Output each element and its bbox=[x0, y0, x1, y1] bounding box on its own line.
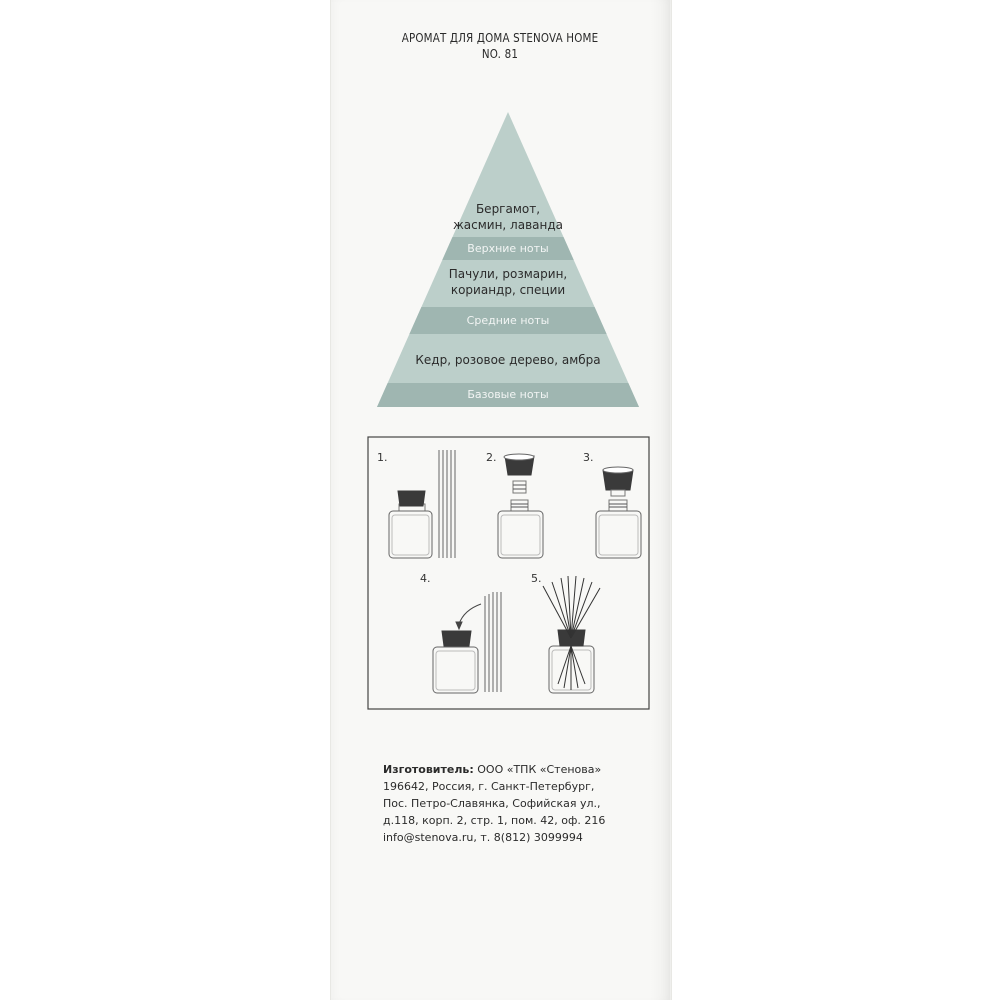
bottle-remove-stopper-icon bbox=[498, 454, 543, 558]
middle-notes-ingredients-line2: кориандр, специи bbox=[450, 283, 566, 297]
step-number-4: 4. bbox=[420, 572, 431, 585]
middle-notes-label: Средние ноты bbox=[466, 314, 550, 327]
bottle-stopper-removed-icon bbox=[596, 467, 641, 558]
manufacturer-info bbox=[383, 761, 643, 846]
manufacturer-address-line-2: Пос. Петро-Славянка, Софийская ул., bbox=[383, 797, 601, 810]
bottle-with-cap-and-reeds-icon bbox=[389, 450, 455, 558]
manufacturer-address-line-1: 196642, Россия, г. Санкт-Петербург, bbox=[383, 780, 595, 793]
product-number: NO. 81 bbox=[481, 47, 519, 61]
top-notes-ingredients-line2: жасмин, лаванда bbox=[452, 218, 564, 232]
manufacturer-label: Изготовитель: bbox=[383, 763, 474, 776]
base-notes-label: Базовые ноты bbox=[467, 388, 549, 401]
step-number-2: 2. bbox=[486, 451, 497, 464]
manufacturer-line-1 bbox=[383, 761, 643, 778]
middle-notes-ingredients-line1: Пачули, розмарин, bbox=[448, 267, 568, 281]
base-notes-ingredients: Кедр, розовое дерево, амбра bbox=[415, 353, 601, 367]
step-number-3: 3. bbox=[583, 451, 594, 464]
manufacturer-company: ООО «ТПК «Стенова» bbox=[473, 763, 602, 776]
top-notes-label: Верхние ноты bbox=[467, 242, 549, 255]
bottle-with-reeds-inserted-icon bbox=[543, 576, 600, 693]
step-number-1: 1. bbox=[377, 451, 388, 464]
brand-title: АРОМАТ ДЛЯ ДОМА STENOVA HOME bbox=[401, 31, 599, 45]
manufacturer-contacts: info@stenova.ru, т. 8(812) 3099994 bbox=[383, 831, 583, 844]
top-notes-ingredients-line1: Бергамот, bbox=[475, 202, 541, 216]
step-number-5: 5. bbox=[531, 572, 542, 585]
manufacturer-address-line-3: д.118, корп. 2, стр. 1, пом. 42, оф. 216 bbox=[383, 814, 606, 827]
bottle-replace-cap-icon bbox=[433, 592, 501, 693]
